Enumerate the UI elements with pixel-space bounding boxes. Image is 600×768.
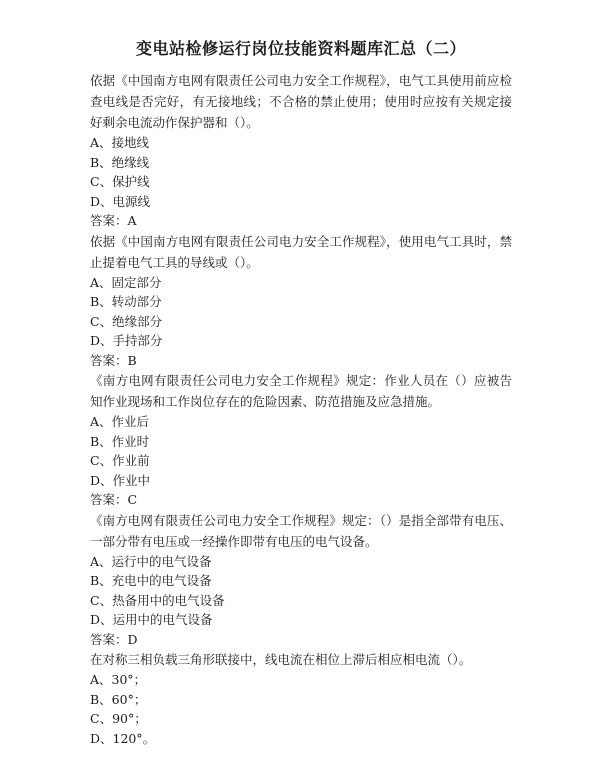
document-title: 变电站检修运行岗位技能资料题库汇总（二） [135,39,466,58]
answer: 答案：D [90,631,138,647]
answer: 答案：B [90,352,137,368]
option-c: C、绝缘部分 [90,313,163,329]
question-3 [90,370,512,510]
option-d: D、作业中 [90,472,151,488]
question-stem: 《南方电网有限责任公司电力安全工作规程》规定：作业人员在（）应被告知作业现场和工作岗位存在的危险因素、防范措施及应急措施。 [90,373,512,409]
option-c: C、保护线 [90,174,150,189]
option-c: C、热备用中的电气设备 [90,592,225,608]
option-a: A、运行中的电气设备 [90,553,212,569]
question-stem: 《南方电网有限责任公司电力安全工作规程》规定：（）是指全部带有电压、一部分带有电压或一经操作即带有电压的电气设备。 [90,512,512,549]
option-d: D、电源线 [90,193,151,209]
option-a: A、30°； [90,672,147,687]
option-d: D、运用中的电气设备 [90,612,213,627]
option-a: A、接地线 [90,135,150,150]
answer: 答案：A [90,213,137,228]
question-stem: 依据《中国南方电网有限责任公司电力安全工作规程》，电气工具使用前应检查电线是否完好，有无接地线；不合格的禁止使用；使用时应按有关规定接好剩余电流动作保护器和（）。 [90,73,512,130]
option-b: B、作业时 [90,433,150,449]
option-c: C、作业前 [90,453,150,468]
question-stem: 在对称三相负载三角形联接中，线电流在相位上滞后相应相电流（）。 [90,652,472,667]
option-b: B、充电中的电气设备 [90,573,212,588]
option-a: A、固定部分 [90,274,162,290]
option-d: D、手持部分 [90,333,163,348]
option-b: B、60°； [90,691,147,707]
question-1 [90,70,512,231]
option-b: B、转动部分 [90,294,162,309]
option-b: B、绝缘线 [90,154,150,170]
option-a: A、作业后 [90,414,150,429]
question-stem: 依据《中国南方电网有限责任公司电力安全工作规程》，使用电气工具时，禁止提着电气工具的导线或（）。 [90,233,512,270]
question-2 [90,231,512,371]
option-c: C、90°； [90,711,147,726]
question-4 [90,510,512,650]
option-d: D、120°。 [90,730,156,746]
answer: 答案：C [90,492,138,507]
question-5 [90,649,512,748]
